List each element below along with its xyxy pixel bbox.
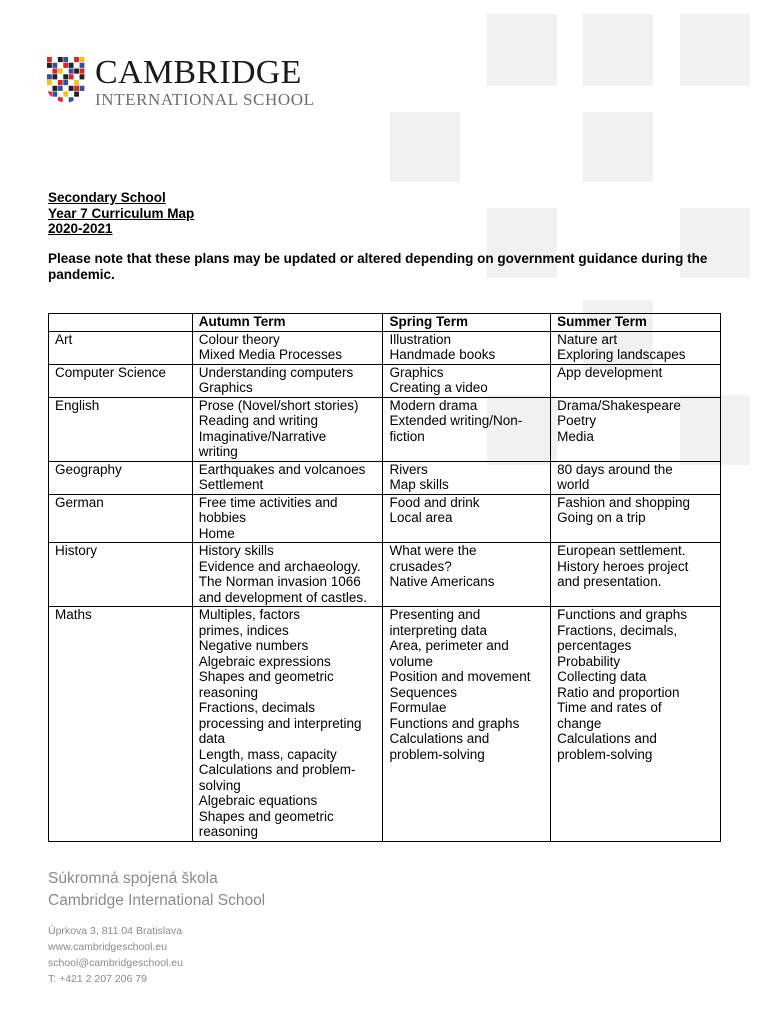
spring-term-cell: [383, 494, 551, 543]
topic-line: Mixed Media Processes: [198, 347, 343, 362]
topic-line: Collecting data: [557, 669, 647, 684]
subject-cell: Art: [49, 331, 193, 364]
table-row: [49, 364, 721, 397]
topic-line: Functions and graphs: [389, 715, 520, 731]
logo-subtitle: INTERNATIONAL SCHOOL: [95, 90, 315, 109]
topic-line: Media: [557, 428, 594, 444]
topic-line: interpreting data: [389, 622, 488, 638]
topic-line: hobbies: [198, 510, 247, 525]
heading-school: Secondary School: [48, 190, 166, 205]
autumn-term-cell: [192, 461, 383, 494]
topic-line: Algebraic expressions: [198, 653, 331, 669]
spring-term-cell: [383, 364, 551, 397]
topic-line: fiction: [389, 428, 425, 444]
curriculum-table: [48, 313, 721, 842]
topic-line: writing: [198, 444, 238, 459]
topic-line: processing and interpreting: [198, 715, 362, 731]
topic-line: Multiples, factors: [198, 607, 301, 622]
topic-line: History heroes project: [557, 558, 689, 574]
table-row: [49, 543, 721, 607]
document-heading: [48, 190, 194, 237]
topic-line: 80 days around the: [557, 461, 673, 477]
topic-line: Prose (Novel/short stories): [198, 397, 359, 413]
topic-line: Nature art: [557, 331, 618, 347]
topic-line: problem-solving: [557, 746, 653, 762]
topic-line: Going on a trip: [557, 510, 646, 525]
topic-line: Ratio and proportion: [557, 684, 680, 700]
subject-cell: Computer Science: [49, 364, 193, 397]
topic-line: Calculations and: [389, 731, 490, 746]
heading-title: Year 7 Curriculum Map: [48, 205, 195, 221]
topic-line: volume: [389, 653, 434, 669]
table-row: [49, 331, 721, 364]
topic-line: Free time activities and: [198, 494, 338, 510]
topic-line: Colour theory: [198, 331, 280, 347]
topic-line: reasoning: [198, 684, 259, 700]
topic-line: Presenting and: [389, 607, 481, 622]
topic-line: Food and drink: [389, 494, 480, 510]
topic-line: Drama/Shakespeare: [557, 397, 681, 413]
column-header: Spring Term: [383, 314, 551, 332]
column-header: [49, 314, 193, 332]
topic-line: What were the: [389, 543, 477, 558]
table-header-row: [49, 314, 721, 332]
subject-cell: German: [49, 494, 193, 543]
topic-line: Settlement: [198, 477, 264, 492]
topic-line: Rivers: [389, 461, 428, 477]
heading-year: 2020-2021: [48, 221, 113, 236]
topic-line: Native Americans: [389, 574, 495, 589]
topic-line: Fashion and shopping: [557, 494, 690, 510]
topic-line: Fractions, decimals: [198, 700, 316, 715]
topic-line: App development: [557, 364, 663, 380]
topic-line: and presentation.: [557, 574, 662, 589]
autumn-term-cell: [192, 397, 383, 461]
spring-term-cell: [383, 397, 551, 461]
topic-line: Understanding computers: [198, 364, 354, 380]
topic-line: Creating a video: [389, 380, 488, 395]
footer: [48, 868, 265, 986]
summer-term-cell: [551, 494, 721, 543]
table-row: [49, 607, 721, 842]
topic-line: Position and movement: [389, 669, 531, 684]
autumn-term-cell: [192, 494, 383, 543]
topic-line: Probability: [557, 653, 621, 669]
topic-line: Negative numbers: [198, 638, 309, 653]
autumn-term-cell: [192, 331, 383, 364]
summer-term-cell: [551, 364, 721, 397]
topic-line: Algebraic equations: [198, 793, 318, 808]
subject-cell: Maths: [49, 607, 193, 842]
crest-icon: [47, 57, 85, 103]
table-row: [49, 494, 721, 543]
autumn-term-cell: [192, 607, 383, 842]
footer-phone: T: +421 2 207 206 79: [48, 973, 147, 985]
topic-line: Handmade books: [389, 347, 496, 362]
topic-line: The Norman invasion 1066: [198, 574, 361, 589]
topic-line: Modern drama: [389, 397, 478, 413]
topic-line: world: [557, 477, 590, 492]
topic-line: Imaginative/Narrative: [198, 428, 327, 444]
topic-line: Fractions, decimals,: [557, 622, 678, 638]
topic-line: percentages: [557, 638, 632, 653]
topic-line: problem-solving: [389, 746, 485, 762]
topic-line: Calculations and: [557, 731, 657, 746]
table-row: [49, 461, 721, 494]
topic-line: Evidence and archaeology.: [198, 558, 361, 574]
summer-term-cell: [551, 461, 721, 494]
pandemic-note: Please note that these plans may be updated or altered depending on government guidance during the pandemic.: [48, 251, 708, 282]
topic-line: Area, perimeter and: [389, 638, 509, 653]
topic-line: and development of castles.: [198, 589, 367, 605]
column-header: Autumn Term: [192, 314, 383, 332]
topic-line: Shapes and geometric: [198, 669, 334, 684]
topic-line: reasoning: [198, 824, 259, 839]
topic-line: Graphics: [389, 364, 444, 380]
spring-term-cell: [383, 543, 551, 607]
spring-term-cell: [383, 331, 551, 364]
summer-term-cell: [551, 331, 721, 364]
subject-cell: History: [49, 543, 193, 607]
topic-line: Length, mass, capacity: [198, 746, 337, 762]
topic-line: Poetry: [557, 413, 597, 428]
footer-website: www.cambridgeschool.eu: [48, 941, 168, 953]
topic-line: Extended writing/Non-: [389, 413, 523, 428]
topic-line: Reading and writing: [198, 413, 319, 428]
topic-line: crusades?: [389, 558, 452, 574]
topic-line: Graphics: [198, 380, 253, 395]
topic-line: Sequences: [389, 684, 458, 700]
topic-line: data: [198, 731, 225, 746]
footer-name-sk: Súkromná spojená škola: [48, 870, 218, 887]
topic-line: Local area: [389, 510, 453, 525]
summer-term-cell: [551, 397, 721, 461]
topic-line: Home: [198, 525, 235, 541]
topic-line: Shapes and geometric: [198, 808, 334, 824]
topic-line: Exploring landscapes: [557, 347, 686, 362]
topic-line: Functions and graphs: [557, 607, 687, 622]
autumn-term-cell: [192, 543, 383, 607]
topic-line: Formulae: [389, 700, 447, 715]
topic-line: History skills: [198, 543, 274, 558]
topic-line: Earthquakes and volcanoes: [198, 461, 366, 477]
spring-term-cell: [383, 607, 551, 842]
topic-line: Calculations and problem-: [198, 762, 356, 777]
topic-line: Time and rates of: [557, 700, 662, 715]
footer-email: school@cambridgeschool.eu: [48, 957, 183, 969]
topic-line: solving: [198, 777, 241, 793]
subject-cell: Geography: [49, 461, 193, 494]
subject-cell: English: [49, 397, 193, 461]
topic-line: change: [557, 715, 602, 731]
summer-term-cell: [551, 607, 721, 842]
logo-title: CAMBRIDGE: [95, 54, 302, 91]
footer-address: Úprkova 3, 811 04 Bratislava: [48, 925, 183, 937]
table-row: [49, 397, 721, 461]
topic-line: primes, indices: [198, 622, 289, 638]
column-header: Summer Term: [551, 314, 721, 332]
spring-term-cell: [383, 461, 551, 494]
footer-name-en: Cambridge International School: [48, 892, 266, 909]
topic-line: Map skills: [389, 477, 449, 492]
summer-term-cell: [551, 543, 721, 607]
topic-line: European settlement.: [557, 543, 686, 558]
topic-line: Illustration: [389, 331, 452, 347]
autumn-term-cell: [192, 364, 383, 397]
